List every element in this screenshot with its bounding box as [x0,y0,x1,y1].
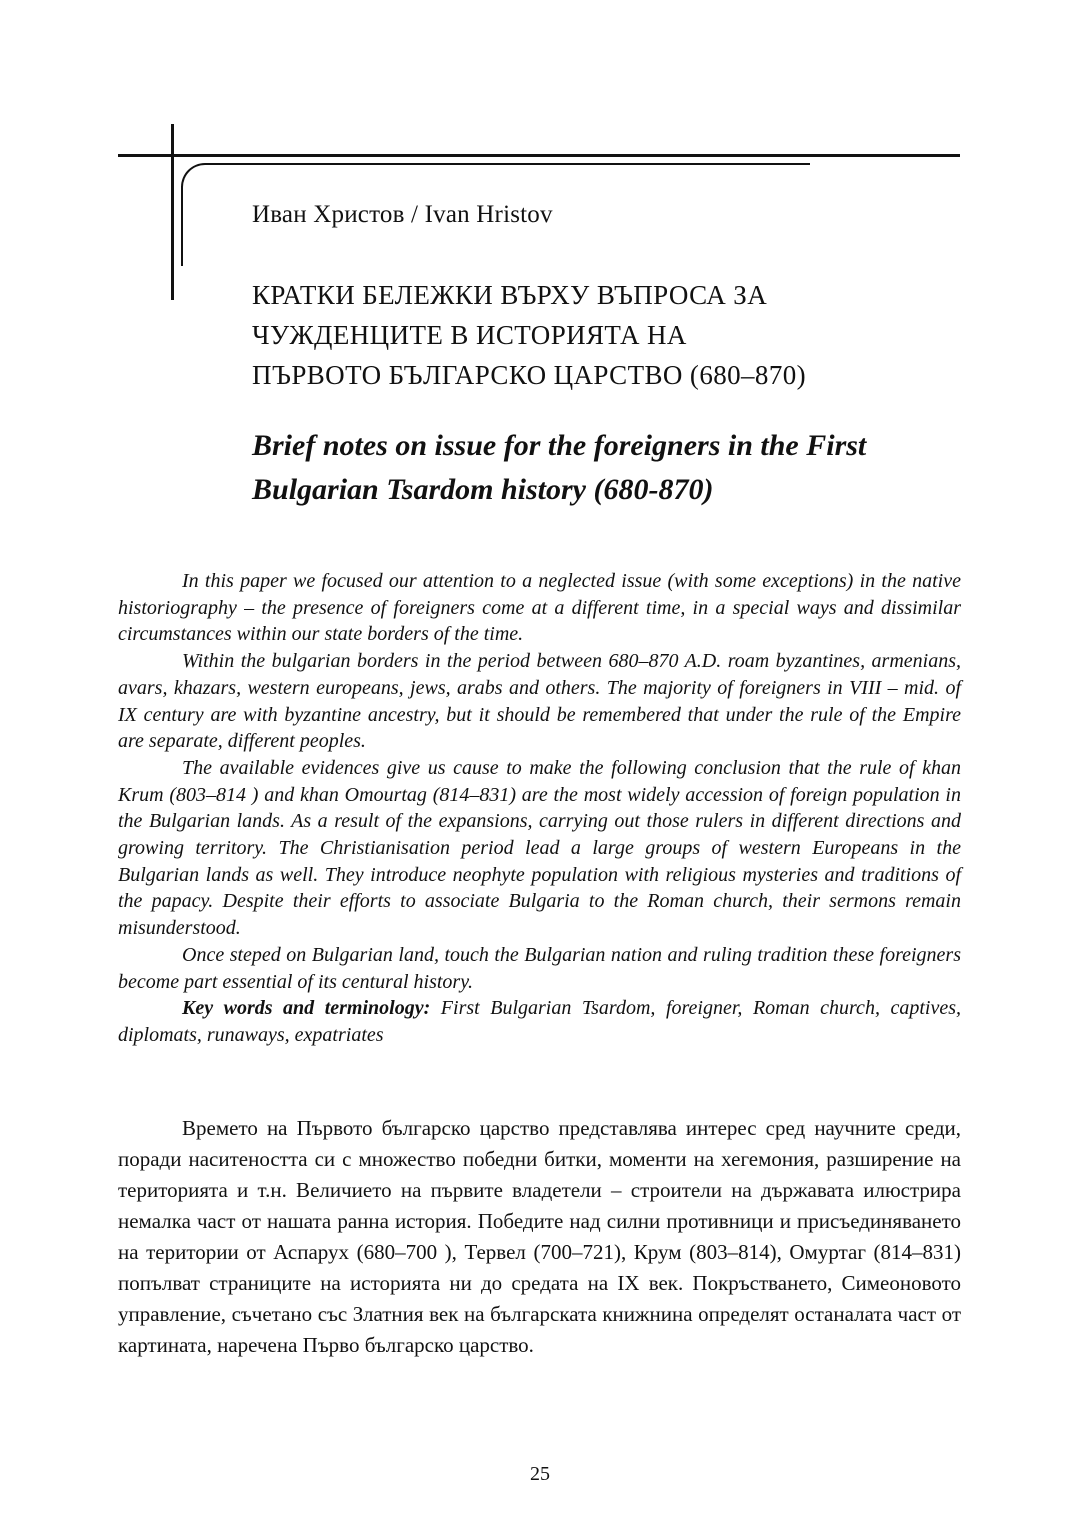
abstract-paragraph: Once steped on Bulgarian land, touch the Bulgarian nation and ruling tradition these foreigners become part essential of its centural history. [118,943,961,993]
title-bulgarian [252,275,806,395]
title-en-line: Brief notes on issue for the foreigners in the First [252,429,867,462]
abstract-paragraph: The available evidences give us cause to make the following conclusion that the rule of khan Krum (803–814 ) and khan Omourtag (814–831) are the most widely accession of foreign population in the Bulgarian lands. As a result of the expansions, carrying out those rulers in different directions and growing territory. The Christianisation period lead a large groups of western Europeans in the Bulgarian lands as well. They introduce neophyte population with religious mysteries and traditions of the papacy. Despite their efforts to associate Bulgaria to the Roman church, their sermons remain misunderstood. [118,756,961,940]
abstract-paragraph: In this paper we focused our attention to a neglected issue (with some exceptions) in the native historiography – the presence of foreigners come at a different time, in a special ways and dissimilar circumstances within our state borders of the time. [118,570,961,646]
keywords-text: First Bulgarian Tsardom, foreigner, Roman church, captives, diplomats, runaways, expatriates [118,997,961,1046]
keywords-paragraph [118,995,961,1048]
header-rule-vertical [171,124,174,300]
page-number: 25 [530,1463,550,1485]
abstract-paragraph: Within the bulgarian borders in the period between 680–870 A.D. roam byzantines, armenians, avars, khazars, western europeans, jews, arabs and others. The majority of foreigners in VIII – mid. of IX century are with byzantine ancestry, but it should be remembered that under the rule of the Empire are separate, different peoples. [118,650,961,753]
author-line: Иван Христов / Ivan Hristov [252,201,553,228]
keywords-label: Key words and terminology: [182,997,431,1020]
header-rule-inner-vertical [181,186,183,266]
body-text [118,1113,961,1361]
header-rule-corner [181,163,205,187]
abstract [118,568,961,1049]
title-english [252,424,866,512]
title-bg-line: ПЪРВОТО БЪЛГАРСКО ЦАРСТВО (680–870) [252,360,807,390]
title-bg-line: КРАТКИ БЕЛЕЖКИ ВЪРХУ ВЪПРОСА ЗА [252,280,768,310]
title-bg-line: ЧУЖДЕНЦИТЕ В ИСТОРИЯТА НА [252,320,687,350]
title-en-line: Bulgarian Tsardom history (680-870) [252,473,714,506]
header-rule-horizontal [118,154,960,157]
body-paragraph: Времето на Първото българско царство представлява интерес сред научните среди, поради наситеността си с множество победни битки, моменти на хегемония, разширение на територията и т.н. Величието на първите владетели – строители на държавата илюстрира немалка част от нашата ранна история. Победите над силни противници и присъединяването на територии от Аспарух (680–700 ), Тервел (700–721), Крум (803–814), Омуртаг (814–831) попълват страниците на историята ни до средата на IX век. Покръстването, Симеоновото управление, съчетано със Златния век на българската книжнина определят останалата част от картината, наречена Първо българско царство. [118,1116,961,1357]
header-rule-inner [205,163,810,165]
